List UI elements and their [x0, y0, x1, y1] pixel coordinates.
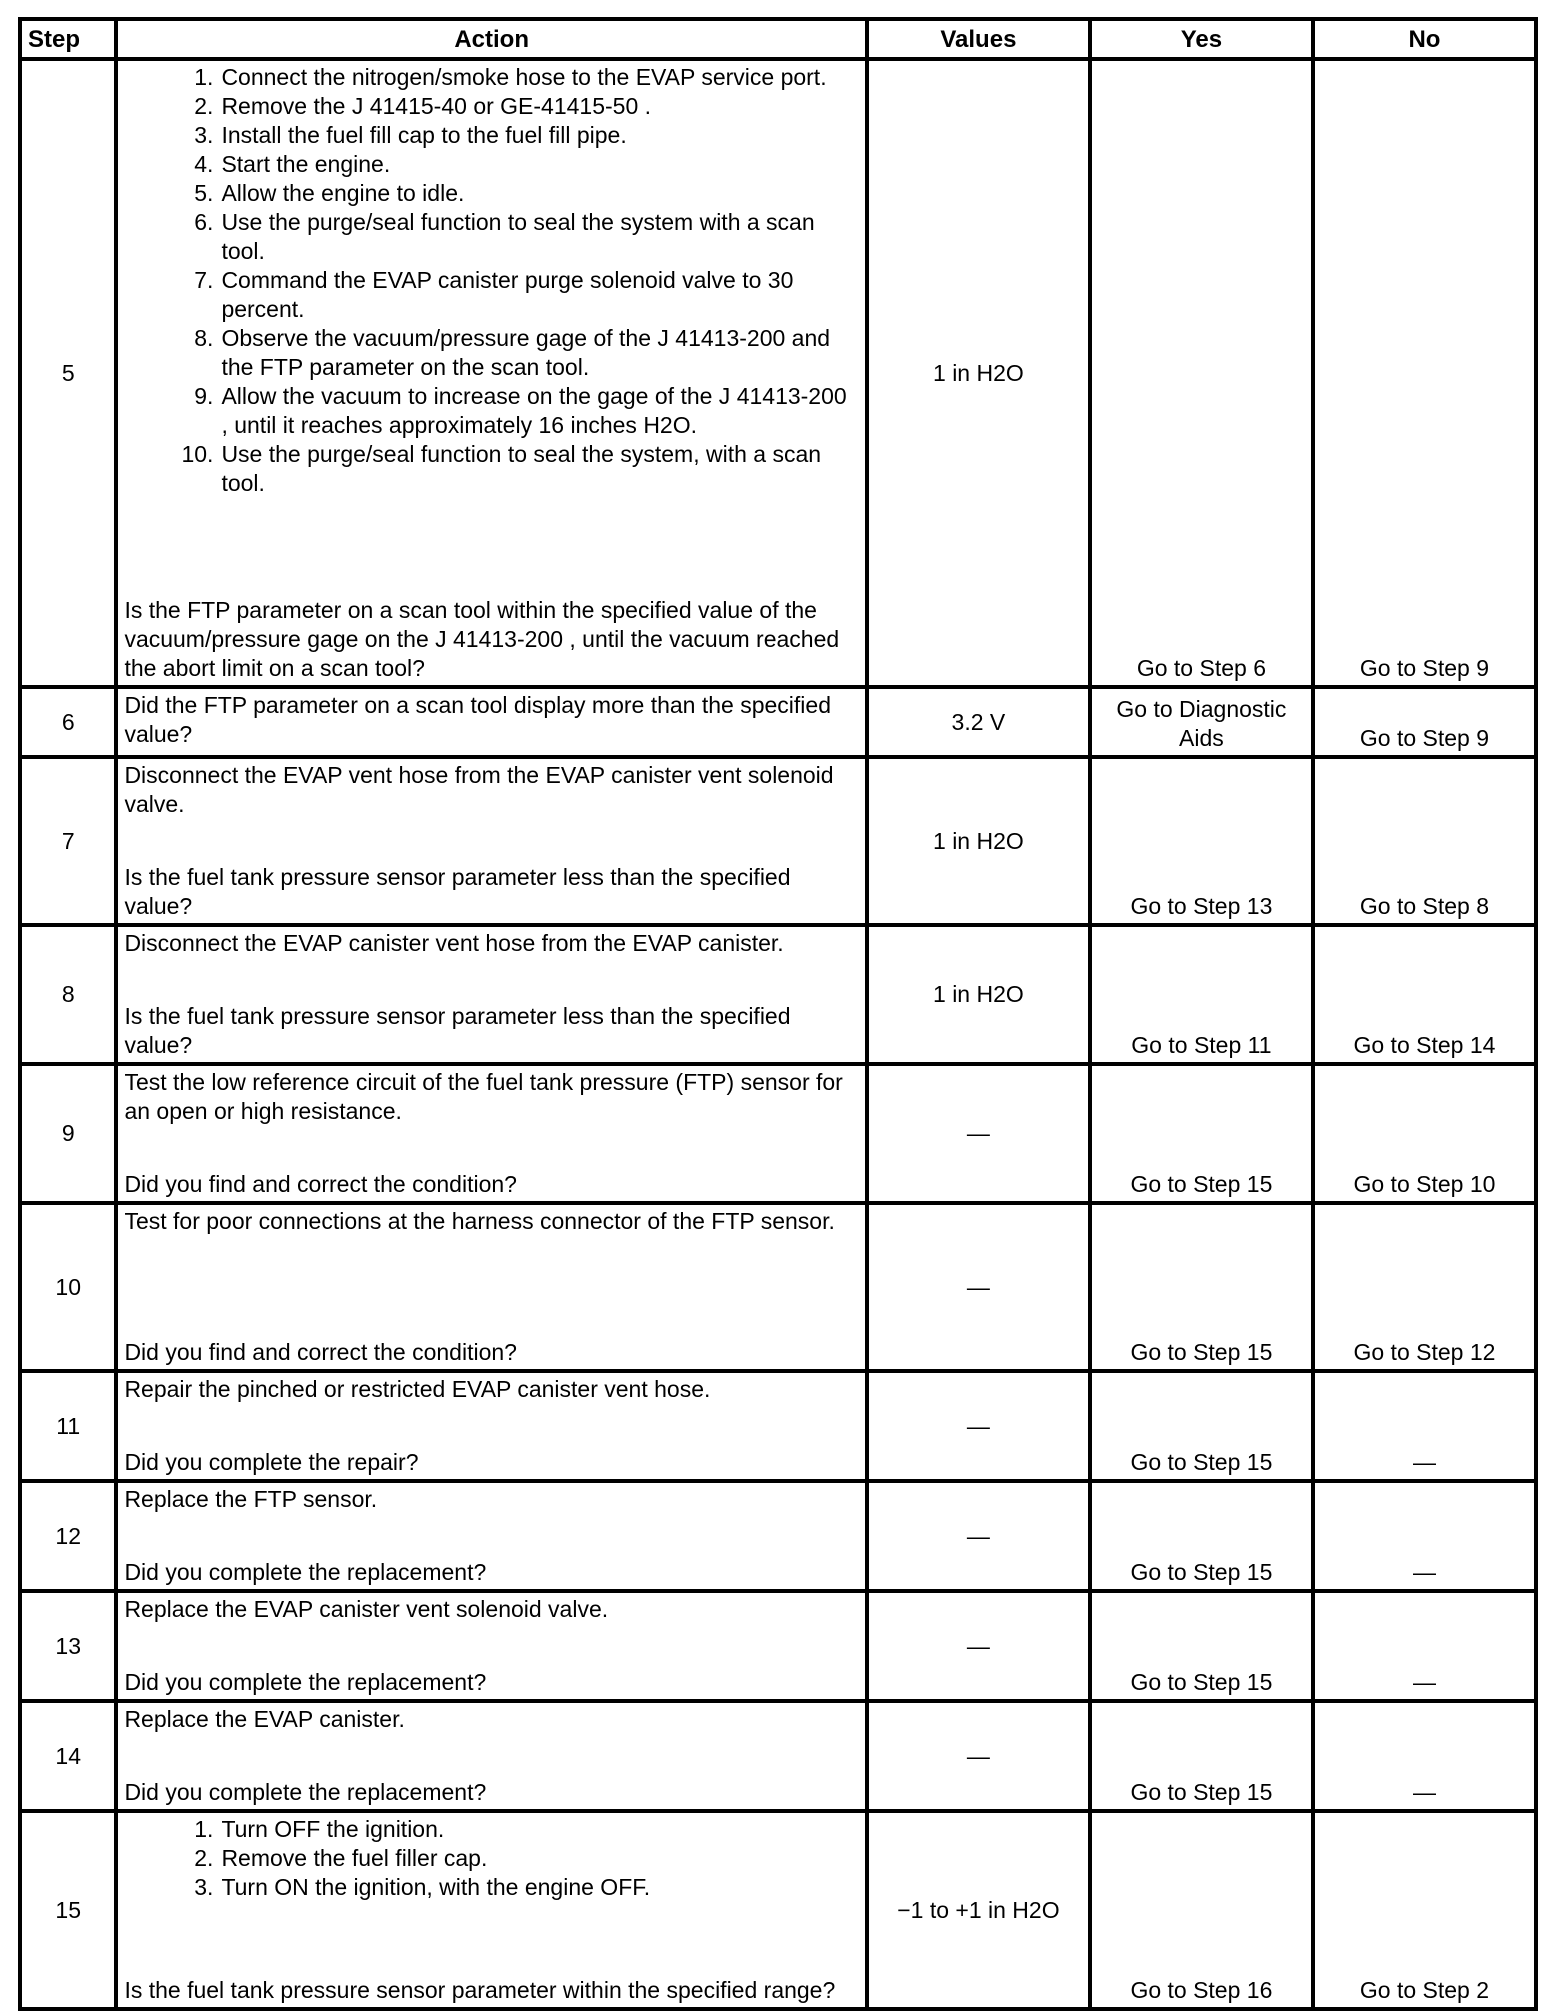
step-number: 7 [20, 757, 116, 925]
instruction-text: Disconnect the EVAP vent hose from the EVAP canister vent solenoid valve. [124, 762, 834, 817]
question-text: Did you complete the replacement? [124, 1669, 487, 1695]
instruction-item: 2. Remove the fuel filler cap. [194, 1845, 488, 1871]
action-cell [116, 1701, 866, 1811]
instruction-text: Replace the EVAP canister. [124, 1706, 405, 1732]
values-cell: — [867, 1371, 1090, 1481]
instruction-item: 1. Turn OFF the ignition. [194, 1816, 445, 1842]
instruction-item: 8. Observe the vacuum/pressure gage of the J 41413-200 and the FTP parameter on the scan tool. [194, 325, 831, 380]
instruction-text: Test for poor connections at the harness connector of the FTP sensor. [124, 1208, 835, 1234]
no-cell: Go to Step 8 [1313, 757, 1536, 925]
action-cell [116, 1591, 866, 1701]
yes-cell: Go to Step 6 [1090, 59, 1313, 687]
step-number: 8 [20, 925, 116, 1064]
question-text: Did the FTP parameter on a scan tool display more than the specified value? [124, 692, 832, 747]
action-cell [116, 687, 866, 757]
table-row [20, 1591, 1536, 1701]
yes-cell: Go to Step 13 [1090, 757, 1313, 925]
instruction-item: 3. Install the fuel fill cap to the fuel fill pipe. [194, 122, 627, 148]
instruction-item: 4. Start the engine. [194, 151, 391, 177]
no-cell: Go to Step 12 [1313, 1203, 1536, 1371]
values-cell: 1 in H2O [867, 757, 1090, 925]
action-cell [116, 1064, 866, 1203]
action-cell [116, 1203, 866, 1371]
step-number: 6 [20, 687, 116, 757]
no-cell: — [1313, 1591, 1536, 1701]
yes-cell: Go to Step 15 [1090, 1064, 1313, 1203]
instruction-list [124, 63, 858, 498]
yes-cell: Go to Step 15 [1090, 1371, 1313, 1481]
table-row [20, 925, 1536, 1064]
values-cell: 1 in H2O [867, 925, 1090, 1064]
instruction-text: Test the low reference circuit of the fuel tank pressure (FTP) sensor for an open or high resistance. [124, 1069, 843, 1124]
yes-cell: Go to Step 15 [1090, 1591, 1313, 1701]
values-cell: 3.2 V [867, 687, 1090, 757]
instruction-item: 1. Connect the nitrogen/smoke hose to the EVAP service port. [194, 64, 827, 90]
question-text: Is the FTP parameter on a scan tool within the specified value of the vacuum/pressure gage on the J 41413-200 , until the vacuum reached the abort limit on a scan tool? [124, 597, 840, 681]
step-number: 5 [20, 59, 116, 687]
header-values: Values [867, 19, 1090, 59]
step-number: 11 [20, 1371, 116, 1481]
instruction-text: Replace the EVAP canister vent solenoid valve. [124, 1596, 609, 1622]
table-row [20, 1701, 1536, 1811]
yes-cell: Go to Step 15 [1090, 1481, 1313, 1591]
table-row [20, 59, 1536, 687]
no-cell: Go to Step 2 [1313, 1811, 1536, 2009]
values-cell: — [867, 1701, 1090, 1811]
action-cell [116, 1811, 866, 2009]
header-yes: Yes [1090, 19, 1313, 59]
values-cell: 1 in H2O [867, 59, 1090, 687]
no-cell: Go to Step 10 [1313, 1064, 1536, 1203]
instruction-list [124, 1815, 858, 1902]
table-row [20, 687, 1536, 757]
yes-cell: Go to Step 15 [1090, 1701, 1313, 1811]
question-text: Is the fuel tank pressure sensor parameter less than the specified value? [124, 864, 791, 919]
table-row [20, 757, 1536, 925]
instruction-item: 3. Turn ON the ignition, with the engine OFF. [194, 1874, 651, 1900]
instruction-item: 10. Use the purge/seal function to seal the system, with a scan tool. [181, 441, 822, 496]
instruction-item: 2. Remove the J 41415-40 or GE-41415-50 . [194, 93, 652, 119]
action-cell [116, 59, 866, 687]
header-action: Action [116, 19, 866, 59]
step-number: 9 [20, 1064, 116, 1203]
table-row [20, 1064, 1536, 1203]
question-text: Did you find and correct the condition? [124, 1171, 517, 1197]
step-number: 12 [20, 1481, 116, 1591]
no-cell: Go to Step 14 [1313, 925, 1536, 1064]
header-row [20, 19, 1536, 59]
instruction-item: 9. Allow the vacuum to increase on the gage of the J 41413-200 , until it reaches approximately 16 inches H2O. [194, 383, 847, 438]
yes-cell: Go to Step 16 [1090, 1811, 1313, 2009]
yes-cell: Go to Diagnostic Aids [1090, 687, 1313, 757]
values-cell: — [867, 1064, 1090, 1203]
instruction-item: 6. Use the purge/seal function to seal the system with a scan tool. [194, 209, 815, 264]
no-cell: — [1313, 1701, 1536, 1811]
yes-cell: Go to Step 11 [1090, 925, 1313, 1064]
action-cell [116, 1481, 866, 1591]
yes-cell: Go to Step 15 [1090, 1203, 1313, 1371]
diagnostic-table [18, 17, 1538, 2011]
action-cell [116, 757, 866, 925]
no-cell: Go to Step 9 [1313, 59, 1536, 687]
question-text: Did you complete the replacement? [124, 1779, 487, 1805]
question-text: Did you complete the repair? [124, 1449, 419, 1475]
action-cell [116, 925, 866, 1064]
instruction-text: Replace the FTP sensor. [124, 1486, 378, 1512]
table-row [20, 1481, 1536, 1591]
question-text: Did you complete the replacement? [124, 1559, 487, 1585]
instruction-item: 5. Allow the engine to idle. [194, 180, 465, 206]
values-cell: — [867, 1481, 1090, 1591]
values-cell: −1 to +1 in H2O [867, 1811, 1090, 2009]
table-row [20, 1371, 1536, 1481]
step-number: 10 [20, 1203, 116, 1371]
no-cell: — [1313, 1481, 1536, 1591]
question-text: Is the fuel tank pressure sensor parameter within the specified range? [124, 1977, 836, 2003]
step-number: 15 [20, 1811, 116, 2009]
values-cell: — [867, 1591, 1090, 1701]
table-row [20, 1203, 1536, 1371]
question-text: Is the fuel tank pressure sensor parameter less than the specified value? [124, 1003, 791, 1058]
values-cell: — [867, 1203, 1090, 1371]
header-step: Step [20, 19, 116, 59]
no-cell: Go to Step 9 [1313, 687, 1536, 757]
question-text: Did you find and correct the condition? [124, 1339, 517, 1365]
action-cell [116, 1371, 866, 1481]
header-no: No [1313, 19, 1536, 59]
instruction-text: Repair the pinched or restricted EVAP canister vent hose. [124, 1376, 711, 1402]
instruction-text: Disconnect the EVAP canister vent hose from the EVAP canister. [124, 930, 784, 956]
step-number: 13 [20, 1591, 116, 1701]
no-cell: — [1313, 1371, 1536, 1481]
table-row [20, 1811, 1536, 2009]
step-number: 14 [20, 1701, 116, 1811]
instruction-item: 7. Command the EVAP canister purge solenoid valve to 30 percent. [194, 267, 794, 322]
